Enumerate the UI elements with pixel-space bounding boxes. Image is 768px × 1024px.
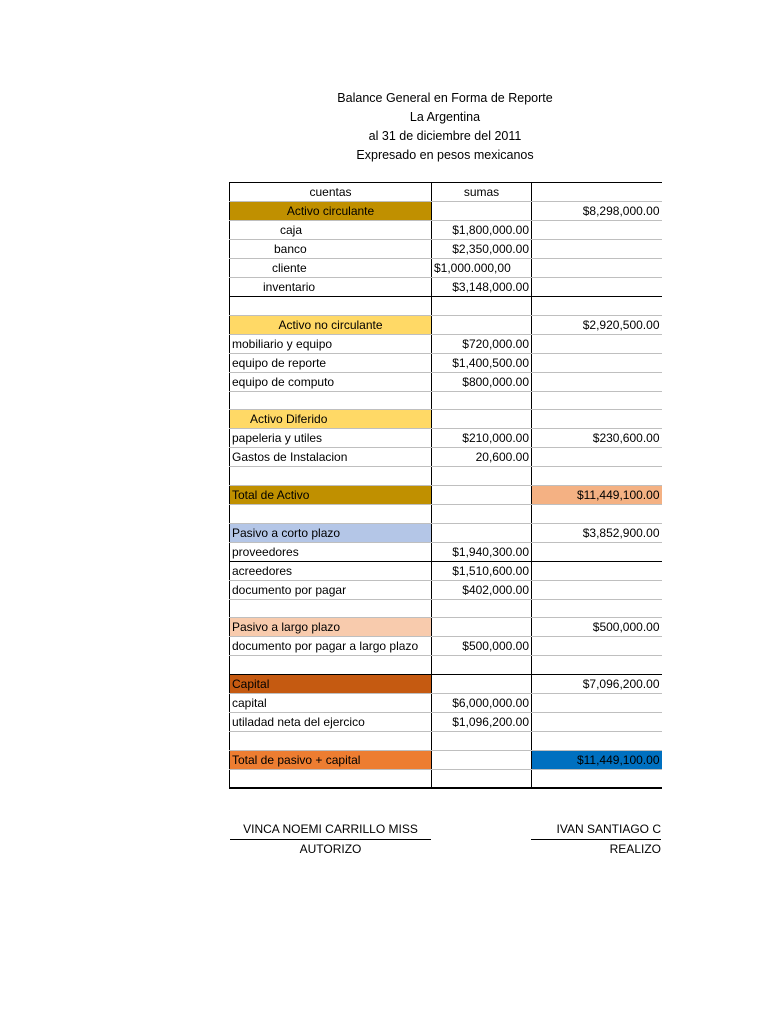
- table-row: [230, 221, 662, 240]
- table-row: [230, 580, 662, 599]
- account-label: papeleria y utiles: [230, 429, 432, 448]
- account-label: inventario: [230, 278, 432, 297]
- account-value: $1,000.000,00: [432, 259, 532, 278]
- table-row: [230, 694, 662, 713]
- account-label: caja: [230, 221, 432, 240]
- table-row: [230, 334, 662, 353]
- table-row: [230, 429, 662, 448]
- account-value: $402,000.00: [432, 580, 532, 599]
- report-title: Balance General en Forma de Reporte: [337, 91, 553, 105]
- company-name: La Argentina: [409, 110, 481, 124]
- table-row: [230, 448, 662, 467]
- table-row: [230, 259, 662, 278]
- section-capital: Capital: [230, 675, 432, 694]
- table-row: [230, 599, 662, 618]
- section-pasivo-corto-plazo: Pasivo a corto plazo: [230, 523, 432, 542]
- total-capital: $7,096,200.00: [532, 675, 662, 694]
- account-value: $800,000.00: [432, 372, 532, 391]
- table-row: [230, 505, 662, 524]
- section-activo-circulante: Activo circulante: [230, 202, 432, 221]
- table-header-row: [230, 183, 662, 202]
- account-value: $1,096,200.00: [432, 713, 532, 732]
- table-row: [230, 278, 662, 297]
- section-pasivo-largo-plazo: Pasivo a largo plazo: [230, 618, 432, 637]
- total-activo-circulante: $8,298,000.00: [532, 202, 662, 221]
- account-value: $1,800,000.00: [432, 221, 532, 240]
- account-value: $720,000.00: [432, 334, 532, 353]
- total-pasivo-capital-value: $11,449,100.00: [532, 750, 662, 769]
- table-row: [230, 315, 662, 334]
- table-row: [230, 202, 662, 221]
- account-value: $3,148,000.00: [432, 278, 532, 297]
- column-header-cuentas: cuentas: [230, 183, 432, 202]
- table-row: [230, 467, 662, 486]
- report-date: al 31 de diciembre del 2011: [368, 129, 522, 143]
- account-label: documento por pagar: [230, 580, 432, 599]
- account-label: equipo de reporte: [230, 353, 432, 372]
- account-label: proveedores: [230, 542, 432, 561]
- table-row: [230, 618, 662, 637]
- table-row: [230, 656, 662, 675]
- total-pasivo-largo-plazo: $500,000.00: [532, 618, 662, 637]
- table-row: [230, 769, 662, 788]
- account-value: $210,000.00: [432, 429, 532, 448]
- account-label: acreedores: [230, 561, 432, 580]
- table-row: [230, 391, 662, 410]
- section-activo-no-circulante: Activo no circulante: [230, 315, 432, 334]
- table-row: [230, 713, 662, 732]
- table-row: [230, 297, 662, 316]
- total-activo-value: $11,449,100.00: [532, 486, 662, 505]
- total-pasivo-capital-label: Total de pasivo + capital: [230, 750, 432, 769]
- account-label: banco: [230, 240, 432, 259]
- table-row: [230, 732, 662, 751]
- balance-sheet-table: [229, 182, 662, 789]
- account-label: Gastos de Instalacion: [230, 448, 432, 467]
- account-value: 20,600.00: [432, 448, 532, 467]
- account-label: utiladad neta del ejercico: [230, 713, 432, 732]
- signature-right-line: [531, 839, 661, 840]
- account-value: $2,350,000.00: [432, 240, 532, 259]
- table-row: [230, 561, 662, 580]
- section-activo-diferido: Activo Diferido: [230, 410, 432, 429]
- table-row: [230, 486, 662, 505]
- account-value: $6,000,000.00: [432, 694, 532, 713]
- table-row: [230, 240, 662, 259]
- total-activo-no-circulante: $2,920,500.00: [532, 315, 662, 334]
- account-label: capital: [230, 694, 432, 713]
- table-row: [230, 675, 662, 694]
- table-row: [230, 372, 662, 391]
- signature-right-name: IVAN SANTIAGO C: [556, 822, 661, 836]
- signature-left-name: VINCA NOEMI CARRILLO MISS: [243, 822, 418, 836]
- account-value: $1,940,300.00: [432, 542, 532, 561]
- signature-right-role: REALIZO: [609, 842, 661, 856]
- account-value: $1,400,500.00: [432, 353, 532, 372]
- total-pasivo-corto-plazo: $3,852,900.00: [532, 523, 662, 542]
- table-row: [230, 637, 662, 656]
- signature-left-role: AUTORIZO: [299, 842, 362, 856]
- account-label: equipo de computo: [230, 372, 432, 391]
- total-activo-label: Total de Activo: [230, 486, 432, 505]
- account-label: documento por pagar a largo plazo: [230, 637, 432, 656]
- table-row: [230, 410, 662, 429]
- signature-left-line: [230, 839, 431, 840]
- table-row: [230, 353, 662, 372]
- table-row: [230, 750, 662, 769]
- account-value: $500,000.00: [432, 637, 532, 656]
- column-header-sumas: sumas: [432, 183, 532, 202]
- report-currency: Expresado en pesos mexicanos: [356, 148, 534, 162]
- account-label: mobiliario y equipo: [230, 334, 432, 353]
- account-value: $1,510,600.00: [432, 561, 532, 580]
- total-activo-diferido: $230,600.00: [532, 429, 662, 448]
- account-label: cliente: [230, 259, 432, 278]
- table-row: [230, 542, 662, 561]
- table-row: [230, 523, 662, 542]
